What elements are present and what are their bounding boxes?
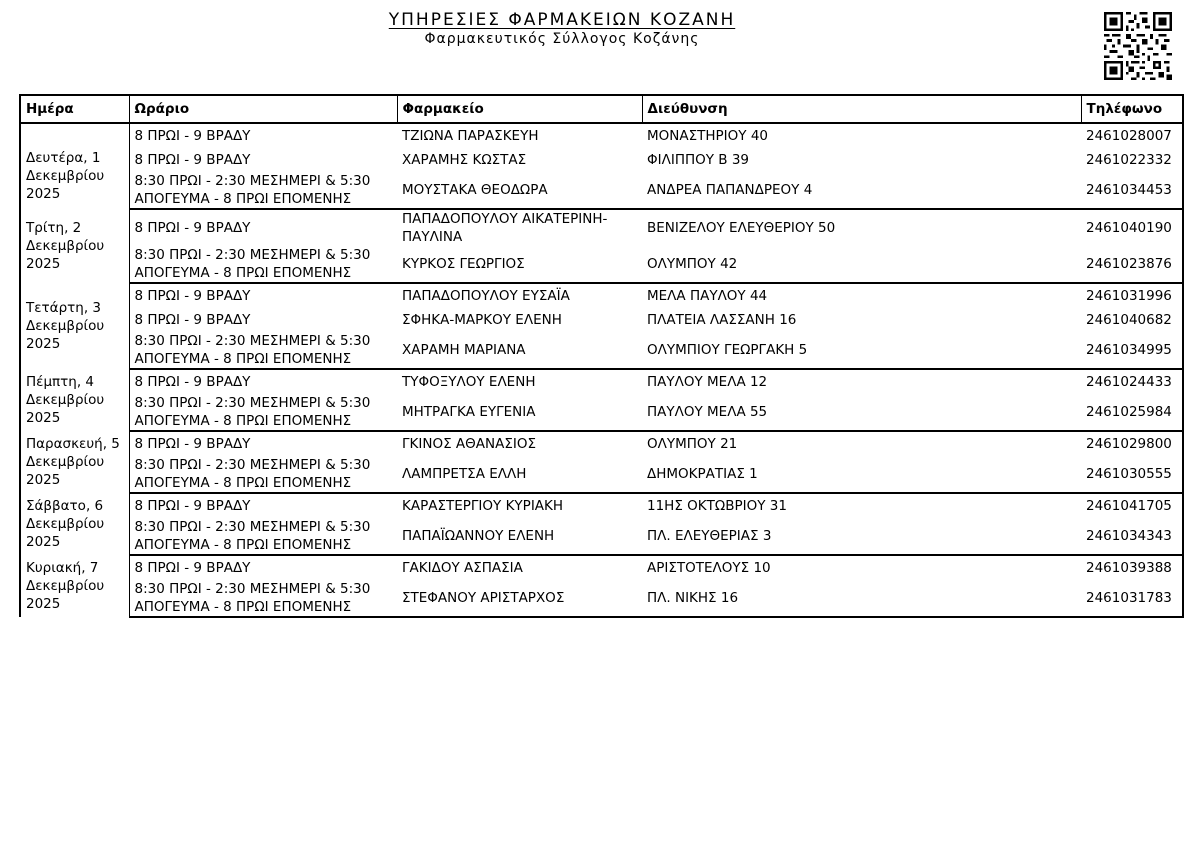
hours-cell: 8:30 ΠΡΩΙ - 2:30 ΜΕΣΗΜΕΡΙ & 5:30 ΑΠΟΓΕΥΜΑ - 8 ΠΡΩΙ ΕΠΟΜΕΝΗΣ: [129, 394, 397, 431]
pharmacy-cell: ΤΖΙΩΝΑ ΠΑΡΑΣΚΕΥΗ: [402, 128, 539, 144]
table-body: [20, 123, 1183, 617]
pharmacy-cell: ΓΑΚΙΔΟΥ ΑΣΠΑΣΙΑ: [402, 560, 523, 576]
phone-cell: 2461031996: [1081, 283, 1183, 308]
address-cell: ΠΑΥΛΟΥ ΜΕΛΑ 55: [642, 394, 1081, 431]
address-cell: ΜΟΝΑΣΤΗΡΙΟΥ 40: [647, 128, 768, 144]
phone-cell: 2461034453: [1081, 172, 1183, 209]
pharmacy-cell: ΠΑΠΑΔΟΠΟΥΛΟΥ ΑΙΚΑΤΕΡΙΝΗ-ΠΑΥΛΙΝΑ: [402, 211, 608, 245]
table-row: [20, 209, 1183, 246]
hours-cell: 8 ΠΡΩΙ - 9 ΒΡΑΔΥ: [134, 128, 251, 144]
day-year: 2025: [26, 336, 61, 352]
day-name: Σάββατο, 6: [26, 498, 104, 514]
day-month: Δεκεμβρίου: [26, 578, 105, 594]
hours-cell: 8 ΠΡΩΙ - 9 ΒΡΑΔΥ: [134, 152, 251, 168]
pharmacy-cell: ΜΗΤΡΑΓΚΑ ΕΥΓΕΝΙΑ: [397, 394, 642, 431]
hours-cell: 8 ΠΡΩΙ - 9 ΒΡΑΔΥ: [134, 374, 251, 390]
phone-cell: 2461025984: [1081, 394, 1183, 431]
address-cell: ΠΑΥΛΟΥ ΜΕΛΑ 12: [647, 374, 768, 390]
day-cell: [20, 369, 129, 431]
table-row: [20, 148, 1183, 172]
day-name: Παρασκευή, 5: [26, 436, 120, 452]
day-year: 2025: [26, 472, 61, 488]
day-year: 2025: [26, 185, 61, 202]
address-cell: ΟΛΥΜΠΟΥ 21: [647, 436, 738, 452]
phone-cell: 2461034995: [1081, 332, 1183, 369]
hours-cell: 8:30 ΠΡΩΙ - 2:30 ΜΕΣΗΜΕΡΙ & 5:30 ΑΠΟΓΕΥΜΑ - 8 ΠΡΩΙ ΕΠΟΜΕΝΗΣ: [129, 518, 397, 555]
day-name: Κυριακή, 7: [26, 560, 99, 576]
day-name: Τρίτη, 2: [26, 220, 82, 236]
day-cell: [20, 283, 129, 369]
pharmacy-cell: ΓΚΙΝΟΣ ΑΘΑΝΑΣΙΟΣ: [402, 436, 536, 452]
day-cell: [20, 493, 129, 555]
page-title: ΥΠΗΡΕΣΙΕΣ ΦΑΡΜΑΚΕΙΩΝ ΚΟΖΑΝΗ: [388, 10, 736, 30]
day-month: Δεκεμβρίου: [26, 318, 105, 334]
table-row: [20, 308, 1183, 332]
pharmacy-cell: ΤΥΦΟΞΥΛΟΥ ΕΛΕΝΗ: [402, 374, 536, 390]
address-cell: ΒΕΝΙΖΕΛΟΥ ΕΛΕΥΘΕΡΙΟΥ 50: [647, 220, 836, 236]
table-row: [20, 369, 1183, 394]
day-cell: [20, 209, 129, 283]
day-cell: [20, 555, 129, 617]
day-year: 2025: [26, 410, 61, 426]
column-header-address: Διεύθυνση: [642, 95, 1081, 123]
hours-cell: 8:30 ΠΡΩΙ - 2:30 ΜΕΣΗΜΕΡΙ & 5:30 ΑΠΟΓΕΥΜΑ - 8 ΠΡΩΙ ΕΠΟΜΕΝΗΣ: [129, 456, 397, 493]
address-cell: ΠΛΑΤΕΙΑ ΛΑΣΣΑΝΗ 16: [647, 312, 797, 328]
day-name: Τετάρτη, 3: [26, 300, 101, 316]
pharmacy-cell: ΚΥΡΚΟΣ ΓΕΩΡΓΙΟΣ: [397, 246, 642, 283]
pharmacy-cell: ΣΤΕΦΑΝΟΥ ΑΡΙΣΤΑΡΧΟΣ: [397, 580, 642, 617]
hours-cell: 8 ΠΡΩΙ - 9 ΒΡΑΔΥ: [134, 288, 251, 304]
phone-cell: 2461022332: [1081, 148, 1183, 172]
phone-cell: 2461040682: [1081, 308, 1183, 332]
phone-cell: 2461030555: [1081, 456, 1183, 493]
pharmacy-cell: ΧΑΡΑΜΗ ΜΑΡΙΑΝΑ: [397, 332, 642, 369]
address-cell: ΔΗΜΟΚΡΑΤΙΑΣ 1: [642, 456, 1081, 493]
pharmacy-cell: ΚΑΡΑΣΤΕΡΓΙΟΥ ΚΥΡΙΑΚΗ: [402, 498, 564, 514]
column-header-phone: Τηλέφωνο: [1081, 95, 1183, 123]
address-cell: 11ΗΣ ΟΚΤΩΒΡΙΟΥ 31: [647, 498, 787, 514]
hours-cell: 8:30 ΠΡΩΙ - 2:30 ΜΕΣΗΜΕΡΙ & 5:30 ΑΠΟΓΕΥΜΑ - 8 ΠΡΩΙ ΕΠΟΜΕΝΗΣ: [129, 246, 397, 283]
address-cell: ΠΛ. ΕΛΕΥΘΕΡΙΑΣ 3: [642, 518, 1081, 555]
table-row: [20, 518, 1183, 555]
address-cell: ΑΡΙΣΤΟΤΕΛΟΥΣ 10: [647, 560, 771, 576]
column-header-pharmacy: Φαρμακείο: [397, 95, 642, 123]
table-row: [20, 493, 1183, 518]
day-month: Δεκεμβρίου: [26, 392, 105, 408]
table-row: [20, 172, 1183, 209]
address-cell: ΟΛΥΜΠΙΟΥ ΓΕΩΡΓΑΚΗ 5: [642, 332, 1081, 369]
phone-cell: 2461028007: [1081, 123, 1183, 148]
phone-cell: 2461029800: [1081, 431, 1183, 456]
hours-cell: 8 ΠΡΩΙ - 9 ΒΡΑΔΥ: [134, 498, 251, 514]
page-subtitle: Φαρμακευτικός Σύλλογος Κοζάνης: [424, 31, 700, 47]
table-row: [20, 580, 1183, 617]
hours-cell: 8 ΠΡΩΙ - 9 ΒΡΑΔΥ: [134, 312, 251, 328]
phone-cell: 2461040190: [1081, 209, 1183, 246]
hours-cell: 8:30 ΠΡΩΙ - 2:30 ΜΕΣΗΜΕΡΙ & 5:30 ΑΠΟΓΕΥΜΑ - 8 ΠΡΩΙ ΕΠΟΜΕΝΗΣ: [129, 332, 397, 369]
phone-cell: 2461039388: [1081, 555, 1183, 580]
table-row: [20, 332, 1183, 369]
phone-cell: 2461041705: [1081, 493, 1183, 518]
hours-cell: 8:30 ΠΡΩΙ - 2:30 ΜΕΣΗΜΕΡΙ & 5:30 ΑΠΟΓΕΥΜΑ - 8 ΠΡΩΙ ΕΠΟΜΕΝΗΣ: [129, 580, 397, 617]
table-row: [20, 123, 1183, 148]
address-cell: ΑΝΔΡΕΑ ΠΑΠΑΝΔΡΕΟΥ 4: [642, 172, 1081, 209]
day-name: Δευτέρα, 1: [26, 149, 101, 166]
pharmacy-schedule-table: [19, 94, 1184, 618]
table-row: [20, 456, 1183, 493]
pharmacy-cell: ΛΑΜΠΡΕΤΣΑ ΕΛΛΗ: [397, 456, 642, 493]
hours-cell: 8 ΠΡΩΙ - 9 ΒΡΑΔΥ: [134, 220, 251, 236]
phone-cell: 2461023876: [1081, 246, 1183, 283]
phone-cell: 2461024433: [1081, 369, 1183, 394]
day-cell: [20, 431, 129, 493]
pharmacy-cell: ΠΑΠΑΪΩΑΝΝΟΥ ΕΛΕΝΗ: [397, 518, 642, 555]
day-year: 2025: [26, 256, 61, 272]
table-row: [20, 246, 1183, 283]
day-year: 2025: [26, 534, 61, 550]
day-cell: [20, 123, 129, 209]
day-month: Δεκεμβρίου: [26, 454, 105, 470]
day-month: Δεκεμβρίου: [26, 516, 105, 532]
hours-cell: 8:30 ΠΡΩΙ - 2:30 ΜΕΣΗΜΕΡΙ & 5:30 ΑΠΟΓΕΥΜΑ - 8 ΠΡΩΙ ΕΠΟΜΕΝΗΣ: [129, 172, 397, 209]
table-row: [20, 283, 1183, 308]
day-month: Δεκεμβρίου: [26, 238, 105, 254]
phone-cell: 2461034343: [1081, 518, 1183, 555]
column-header-hours: Ωράριο: [129, 95, 397, 123]
table-row: [20, 431, 1183, 456]
day-name: Πέμπτη, 4: [26, 374, 95, 390]
table-row: [20, 394, 1183, 431]
day-month: Δεκεμβρίου: [26, 167, 105, 184]
address-cell: ΜΕΛΑ ΠΑΥΛΟΥ 44: [647, 288, 768, 304]
column-header-day: Ημέρα: [20, 95, 129, 123]
qr-code-icon: [1104, 12, 1172, 80]
address-cell: ΦΙΛΙΠΠΟΥ Β 39: [647, 152, 750, 168]
table-header-row: [20, 95, 1183, 123]
pharmacy-cell: ΠΑΠΑΔΟΠΟΥΛΟΥ ΕΥΣΑΪΑ: [402, 288, 570, 304]
day-year: 2025: [26, 596, 61, 612]
hours-cell: 8 ΠΡΩΙ - 9 ΒΡΑΔΥ: [134, 436, 251, 452]
hours-cell: 8 ΠΡΩΙ - 9 ΒΡΑΔΥ: [134, 560, 251, 576]
table-row: [20, 555, 1183, 580]
phone-cell: 2461031783: [1081, 580, 1183, 617]
address-cell: ΠΛ. ΝΙΚΗΣ 16: [642, 580, 1081, 617]
pharmacy-cell: ΣΦΗΚΑ-ΜΑΡΚΟΥ ΕΛΕΝΗ: [402, 312, 562, 328]
pharmacy-cell: ΧΑΡΑΜΗΣ ΚΩΣΤΑΣ: [402, 152, 527, 168]
pharmacy-cell: ΜΟΥΣΤΑΚΑ ΘΕΟΔΩΡΑ: [397, 172, 642, 209]
address-cell: ΟΛΥΜΠΟΥ 42: [642, 246, 1081, 283]
